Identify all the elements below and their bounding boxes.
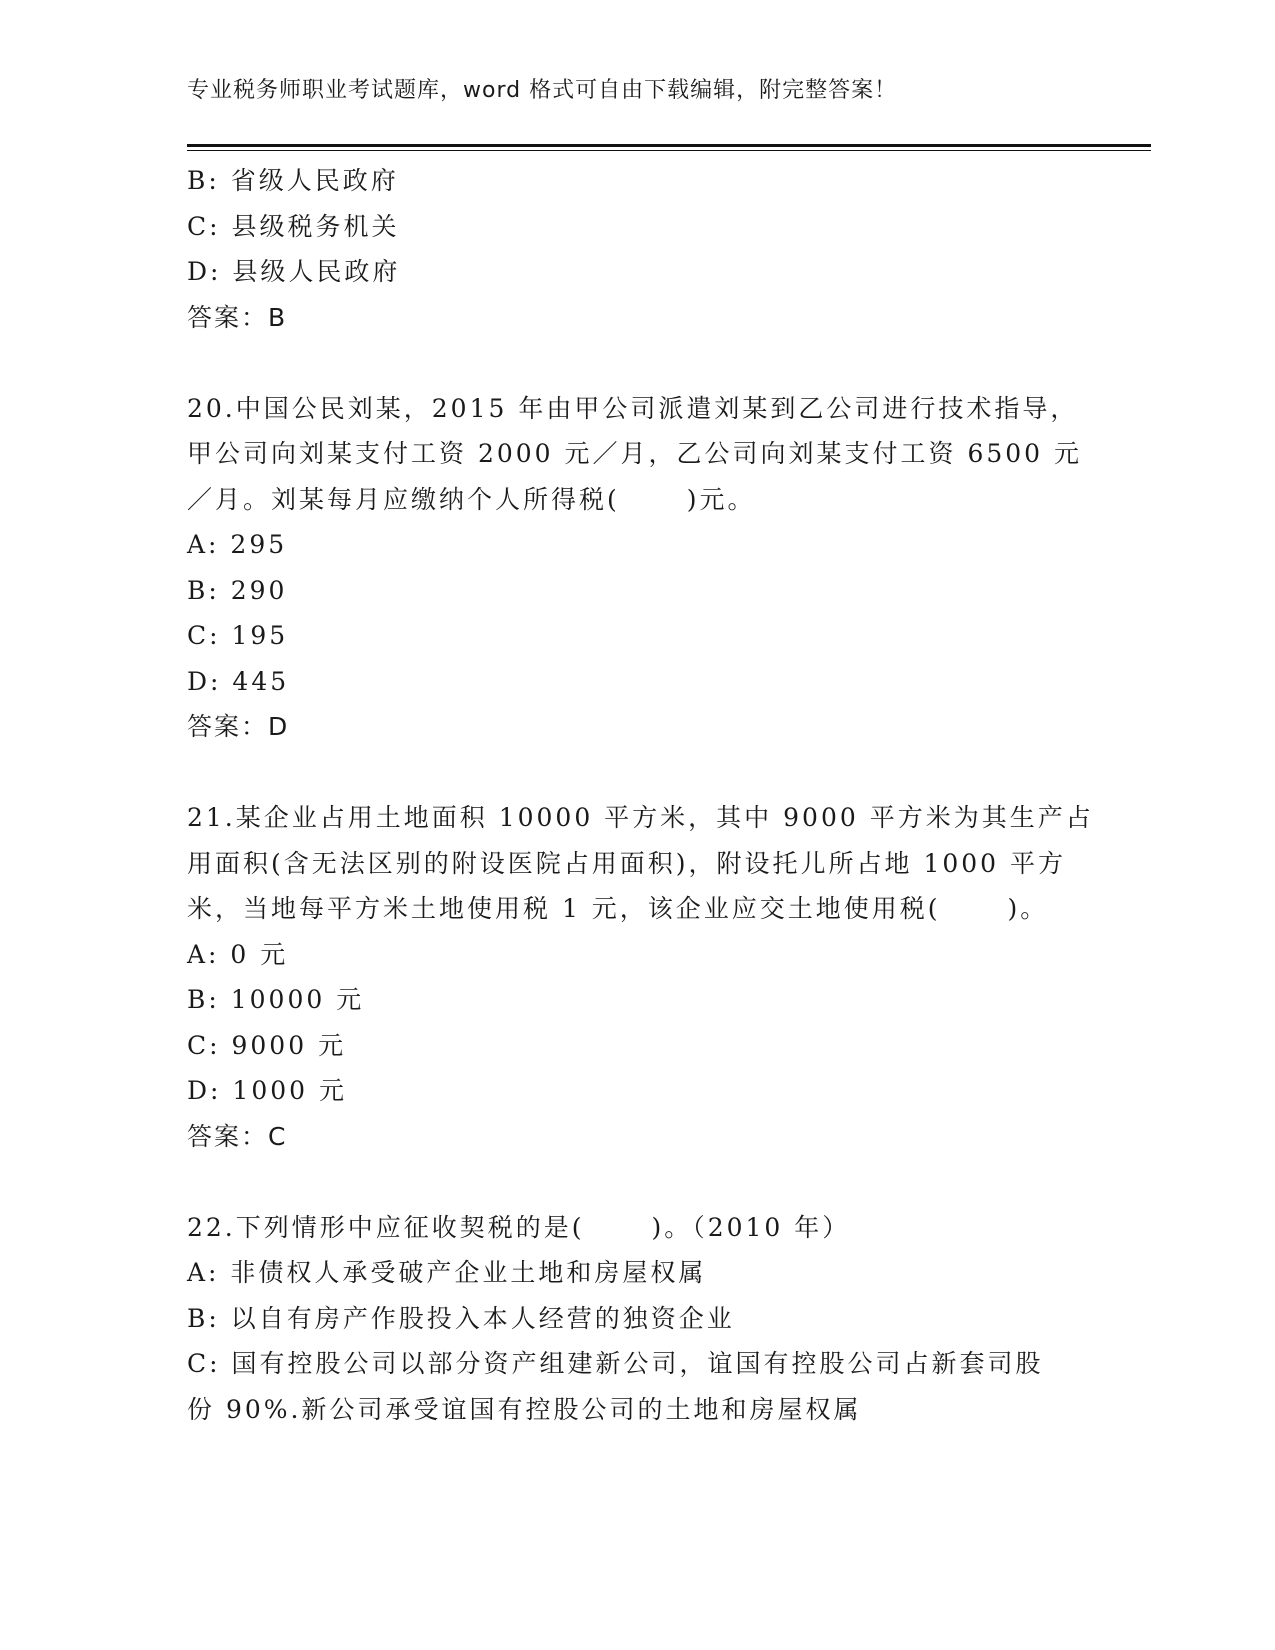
option-c: C: 国有控股公司以部分资产组建新公司，谊国有控股公司占新套司股 — [187, 1349, 1044, 1378]
option-c-continued: 份 90%.新公司承受谊国有控股公司的土地和房屋权属 — [187, 1394, 862, 1424]
option-a: A: 0 元 — [187, 939, 289, 969]
document-body — [187, 158, 1094, 1432]
option-d: D: 445 — [187, 666, 290, 696]
answer-line: 答案：B — [187, 302, 288, 332]
question-21 — [187, 795, 1094, 1159]
question-stem-line: 20.中国公民刘某，2015 年由甲公司派遣刘某到乙公司进行技术指导， — [187, 393, 1079, 423]
question-20 — [187, 386, 1087, 750]
option-b: B: 以自有房产作股投入本人经营的独资企业 — [187, 1303, 735, 1333]
option-a: A: 非债权人承受破产企业土地和房屋权属 — [187, 1258, 707, 1287]
question-stem-line: 用面积(含无法区别的附设医院占用面积)，附设托儿所占地 1000 平方 — [187, 848, 1067, 878]
option-d: D: 县级人民政府 — [187, 257, 401, 286]
option-d: D: 1000 元 — [187, 1076, 347, 1105]
option-c: C: 县级税务机关 — [187, 211, 400, 241]
option-b: B: 10000 元 — [187, 985, 365, 1014]
option-c: C: 195 — [187, 621, 289, 650]
question-22 — [187, 1205, 1087, 1433]
option-b: B: 290 — [187, 575, 288, 605]
header-rule-thin — [187, 150, 1151, 151]
prev-question-tail — [187, 158, 1087, 340]
answer-line: 答案：D — [187, 712, 290, 741]
answer-line: 答案：C — [187, 1121, 288, 1151]
option-a: A: 295 — [187, 530, 288, 559]
question-stem-line: 甲公司向刘某支付工资 2000 元／月，乙公司向刘某支付工资 6500 元 — [187, 439, 1083, 468]
header-rule-thick — [187, 144, 1151, 147]
question-stem-line: 米，当地每平方米土地使用税 1 元，该企业应交土地使用税( )。 — [187, 894, 1049, 923]
option-c: C: 9000 元 — [187, 1030, 347, 1060]
question-stem-line: 22.下列情形中应征收契税的是( )。（2010 年） — [187, 1212, 851, 1242]
question-stem-line: 21.某企业占用土地面积 10000 平方米，其中 9000 平方米为其生产占 — [187, 803, 1094, 832]
page-header: 专业税务师职业考试题库，word 格式可自由下载编辑，附完整答案！ — [187, 78, 898, 103]
option-b: B: 省级人民政府 — [187, 166, 399, 195]
question-stem-line: ／月。刘某每月应缴纳个人所得税( )元。 — [187, 484, 756, 514]
